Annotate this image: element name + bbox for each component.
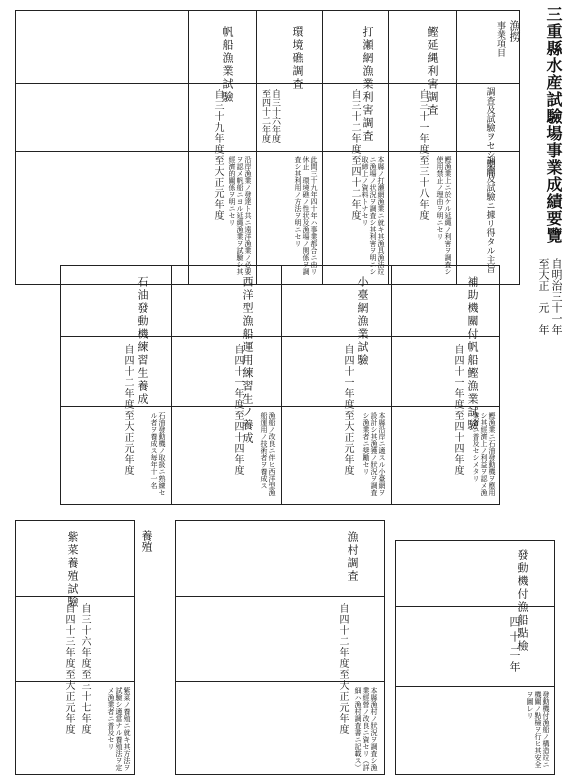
row-note: 鰹漁業ニ石油發動機ヲ應用シ其經濟上ノ利益ヲ認メ漁業者ニ普及セシメタリ [472, 412, 496, 496]
row-period: 自三十二年度至四十二年度 [349, 89, 360, 221]
row-name: 小臺網漁業試驗 [356, 276, 369, 367]
row-period: 自三十一年度至三十八年度 [417, 89, 428, 221]
row-name: 紫菜養殖試驗 [66, 531, 79, 609]
row-period-1: 自三十六年度至三十七年度 [79, 603, 90, 735]
row-period: 自四十一年度至四十四年度 [452, 344, 463, 476]
row-note: 本縣漁村ノ狀況ヲ調査シ漁業經營ノ改良ニ資セリ（詳細ハ漁村調査書ニ記載ス） [354, 687, 378, 771]
row-period: 自四十一年度至四十四年度 [232, 344, 243, 476]
subtitle-line-1: 自明治三十一年 [550, 258, 563, 335]
row-period: 自四十二年度至大正元年度 [122, 344, 133, 476]
row-name: 補助機關付帆船鰹漁業試驗 [466, 276, 479, 432]
row-note: 紫菜ノ養殖ニ就キ其方法ヲ試驗シ適當ナル養殖法ヲ定メ漁業者ニ普及セリ [107, 687, 131, 771]
row-name: 鰹延縄利害調査 [426, 26, 439, 117]
row-name: 西洋型漁船運用練習生ノ養成 [241, 276, 254, 445]
subtitle-line-2: 至大正 元 年 [537, 258, 550, 335]
section-label-aquaculture: 養殖 [140, 530, 153, 552]
row-note: 本縣ノ打瀬網漁業ニ就キ其漁具漁法竝ニ漁場ノ状況ヲ調査シ其利害ヲ明ニシ取締上ノ資料トナセリ [361, 156, 385, 275]
table-1 [15, 10, 520, 285]
row-name: 帆船漁業試驗 [221, 26, 234, 104]
row-name: 漁村調査 [346, 531, 359, 583]
row-period: 自四十二年度至大正元年度 [337, 603, 348, 735]
row-note: 漁船ノ改良ニ伴ヒ西洋型漁船運用ノ技術者ヲ養成ス [260, 412, 276, 496]
header-item: 事業項目 [495, 21, 505, 57]
row-note: 本縣沿岸ニ適スル小臺網ヲ設計シ其漁獲ノ狀況ヲ調査シ漁業者ニ奨勵セリ [362, 412, 386, 496]
row-period-text: 自三十六年度至四十二年度 [260, 89, 280, 143]
row-period-2: 自四十三年度至大正元年度 [63, 603, 74, 735]
row-note: 發動機付漁船ノ構造竝ニ機關ノ點檢ヲ行ヒ其安全ヲ圖レリ [526, 691, 550, 768]
row-note: 沿岸漁業ノ發達ト共ニ遠洋漁業ノ必要ヲ認メ帆船ニヨル延縄漁業ヲ試驗シ其經濟的關係ヲ明ニセリ [228, 156, 252, 275]
row-name: 環境礁調査 [291, 26, 304, 91]
row-name: 發動機付漁船點檢 [516, 549, 529, 653]
table-2 [60, 265, 500, 505]
row-number: 四十二年 [508, 616, 521, 676]
header-period [459, 87, 519, 177]
row-name: 石油發動機練習生養成 [136, 276, 149, 406]
row-note: 鰹漁業上ニ於ケル延縄ノ利害ヲ調査シ使用禁止ノ理由ヲ明ニセリ [436, 156, 452, 275]
row-name: 打瀬網漁業利害調査 [361, 26, 374, 143]
page-title: 三重縣水産試驗場事業成績要覽 [544, 6, 563, 244]
header-result [459, 156, 519, 281]
row-period: 自三十九年度至大正元年度 [212, 89, 223, 221]
page-subtitle [537, 258, 562, 338]
table-5 [395, 540, 555, 775]
header-result-text: 調査及試驗ニ據リ得タル主旨 [484, 156, 495, 273]
table-3 [15, 520, 135, 775]
section-label-fishing: 漁撈 [508, 20, 521, 42]
row-note: 此間三十九年四十年ハ事業都合ニ由リ休止 環境礁ノ性状及漁場ノ関係ヲ調査シ其利用ノ方法ヲ明ニセリ [294, 156, 318, 275]
row-period: 自四十一年度至大正元年度 [342, 344, 353, 476]
table-4 [175, 520, 385, 775]
row-note: 石油發動機ノ取扱ニ熟練セル者ヲ養成ス毎年十一名 [150, 412, 166, 496]
header-period-text: 調査及試驗ヲセシ期間 [484, 87, 495, 177]
